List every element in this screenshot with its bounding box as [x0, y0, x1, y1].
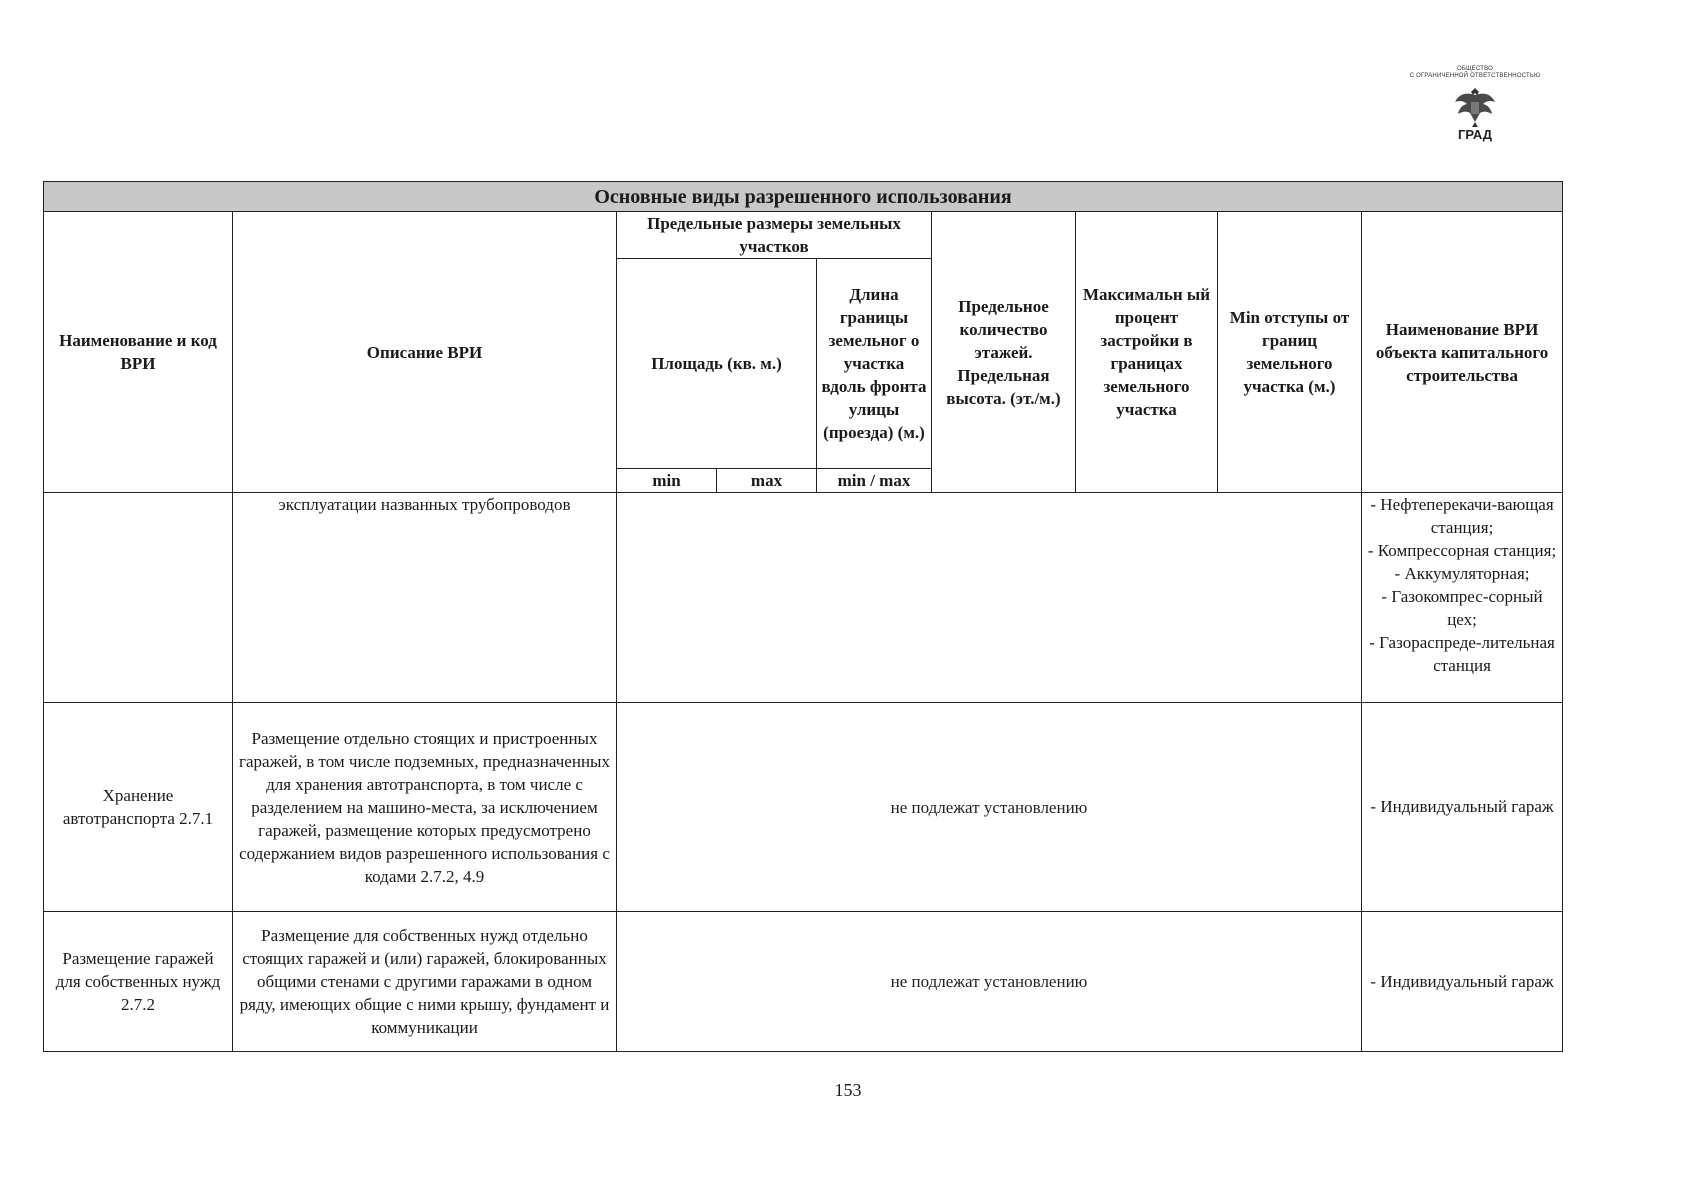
- header-max: max: [717, 469, 817, 493]
- table-row: [44, 703, 1563, 912]
- cell-description: Размещение для собственных нужд отдельно стоящих гаражей и (или) гаражей, блокированных общими стенами с другими гаражами в одном ряду, имеющих общие с ними крышу, фундамент и коммуникации: [233, 912, 617, 1052]
- object-item: - Компрессорная станция;: [1367, 541, 1557, 560]
- page-number: 153: [834, 1080, 862, 1100]
- permitted-use-table: [43, 181, 1563, 1052]
- cell-name-code: Размещение гаражей для собственных нужд 2.7.2: [44, 912, 233, 1052]
- cell-name-code: Хранение автотранспорта 2.7.1: [44, 703, 233, 912]
- header-min-max: min / max: [817, 469, 932, 493]
- header-area: Площадь (кв. м.): [617, 259, 817, 469]
- header-front-length: Длина границы земельног о участка вдоль фронта улицы (проезда) (м.): [817, 259, 932, 469]
- object-item: - Аккумуляторная;: [1394, 564, 1530, 583]
- logo-org-line2: С ОГРАНИЧЕННОЙ ОТВЕТСТВЕННОСТЬЮ: [1409, 73, 1541, 79]
- header-floors-height: Предельное количество этажей. Предельная высота. (эт./м.): [932, 212, 1076, 493]
- header-min-offsets: Min отступы от границ земельного участка (м.): [1218, 212, 1362, 493]
- cell-description: Размещение отдельно стоящих и пристроенных гаражей, в том числе подземных, предназначенных для хранения автотранспорта, в том числе с разделением на машино-места, за исключением гаражей, размещение которых предусмотрено содержанием видов разрешенного использования с кодами 2.7.2, 4.9: [233, 703, 617, 912]
- cell-description: эксплуатации названных трубопроводов: [233, 493, 617, 703]
- table-row: [44, 912, 1563, 1052]
- cell-name-code: [44, 493, 233, 703]
- header-limit-sizes: Предельные размеры земельных участков: [617, 212, 932, 259]
- company-logo: [1392, 66, 1558, 156]
- header-max-percent: Максимальн ый процент застройки в границах земельного участка: [1076, 212, 1218, 493]
- eagle-emblem-icon: [1452, 82, 1498, 128]
- object-item: - Индивидуальный гараж: [1370, 797, 1554, 816]
- object-item: - Газораспреде-лительная станция: [1369, 633, 1555, 675]
- logo-org-line1: ОБЩЕСТВО: [1456, 66, 1494, 72]
- logo-brand: ГРАД: [1457, 127, 1493, 142]
- header-description: Описание ВРИ: [233, 212, 617, 493]
- object-item: - Газокомпрес-сорный цех;: [1381, 587, 1543, 629]
- cell-params: [617, 493, 1362, 703]
- table-title: Основные виды разрешенного использования: [44, 182, 1563, 212]
- cell-params: не подлежат установлению: [617, 703, 1362, 912]
- cell-objects: [1362, 912, 1563, 1052]
- header-name-code: Наименование и код ВРИ: [44, 212, 233, 493]
- object-item: - Индивидуальный гараж: [1370, 971, 1554, 991]
- table-row: [44, 493, 1563, 703]
- cell-objects: [1362, 493, 1563, 703]
- cell-params: не подлежат установлению: [617, 912, 1362, 1052]
- header-capital-object: Наименование ВРИ объекта капитального строительства: [1362, 212, 1563, 493]
- header-min: min: [617, 469, 717, 493]
- object-item: - Нефтеперекачи-вающая станция;: [1370, 495, 1554, 537]
- cell-objects: [1362, 703, 1563, 912]
